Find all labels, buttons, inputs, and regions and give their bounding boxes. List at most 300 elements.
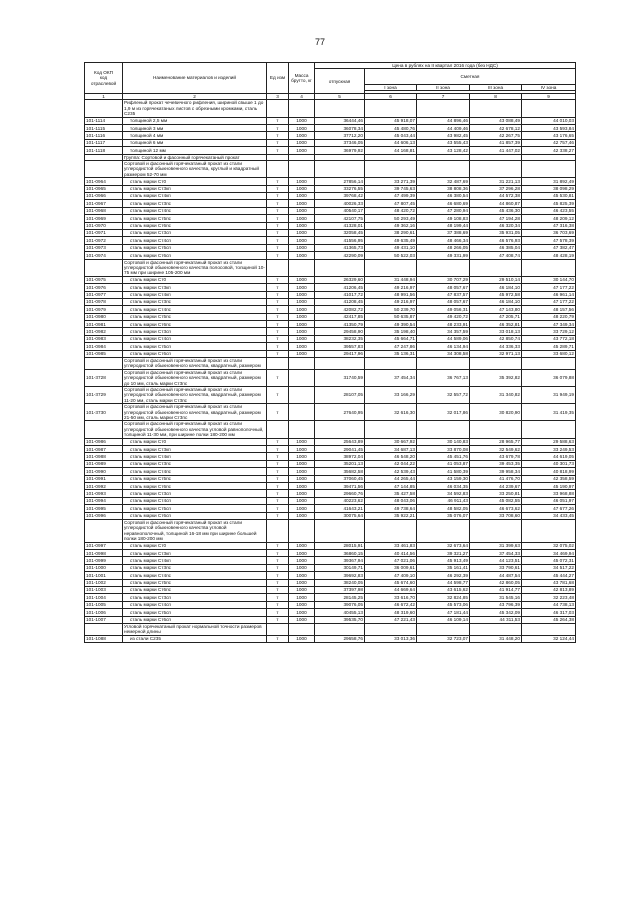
table-row xyxy=(85,125,576,132)
row-code: 101-0966 xyxy=(85,192,123,199)
row-zone-2: 46 380,54 xyxy=(417,192,470,199)
row-zone-2: 49 420,72 xyxy=(417,313,470,320)
row-zone-3: 39 958,34 xyxy=(470,468,522,475)
column-number: 4 xyxy=(289,94,315,100)
table-row xyxy=(85,298,576,305)
row-zone-1: 47 021,06 xyxy=(365,557,417,564)
row-unit: т xyxy=(267,222,289,229)
row-zone-4: 46 051,97 xyxy=(522,497,576,504)
row-zone-4: 31 892,49 xyxy=(522,178,576,185)
row-mass: 1000 xyxy=(289,594,315,601)
row-unit: т xyxy=(267,276,289,283)
row-zone-2: 32 017,86 xyxy=(417,404,470,421)
row-code: 101-0991 xyxy=(85,475,123,482)
row-zone-4: 43 593,84 xyxy=(522,125,576,132)
row-zone-1: 35 136,31 xyxy=(365,350,417,357)
column-number: 3 xyxy=(267,94,289,100)
header-zone-2: II зона xyxy=(417,84,470,90)
row-release-price: 35682,58 xyxy=(315,468,365,475)
row-name: сталь марки Ст0 xyxy=(123,438,267,445)
row-name: сталь марки Ст3сп xyxy=(123,328,267,335)
table-row xyxy=(85,350,576,357)
row-unit: т xyxy=(267,579,289,586)
row-zone-3: 44 860,87 xyxy=(470,200,522,207)
row-zone-3: 47 194,28 xyxy=(470,215,522,222)
row-release-price: 42082,72 xyxy=(315,306,365,313)
row-name: сталь марки Ст0 xyxy=(123,276,267,283)
row-zone-3: 37 296,28 xyxy=(470,185,522,192)
row-zone-4: 33 249,53 xyxy=(522,446,576,453)
row-code: 101-0978 xyxy=(85,298,123,305)
row-name: сталь марки Ст6пс xyxy=(123,321,267,328)
section-title-row xyxy=(85,421,576,438)
table-row xyxy=(85,490,576,497)
table-row xyxy=(85,635,576,642)
column-number: 8 xyxy=(470,94,522,100)
row-code: 101-1007 xyxy=(85,616,123,623)
table-row xyxy=(85,557,576,564)
section-title: Сортовой и фасонный горячекатаный прокат из стали углеродистой обыкновенного качества полосовой, толщиной 10-75 мм при ширине 105-200 мм xyxy=(124,259,265,276)
row-zone-1: 33 013,36 xyxy=(365,635,417,642)
section-empty-cell xyxy=(470,520,522,543)
table-row xyxy=(85,579,576,586)
table-row xyxy=(85,497,576,504)
row-zone-2: 45 451,76 xyxy=(417,453,470,460)
row-zone-4: 36 079,88 xyxy=(522,369,576,386)
header-code: Код ОКП xyxy=(93,69,114,75)
row-mass: 1000 xyxy=(289,438,315,445)
row-zone-1: 32 616,30 xyxy=(365,404,417,421)
section-title: Рифленый прокат чечевичного рифления, шириной свыше 1 до 1,9 м из горячекатаных листов с обрезными кромками, сталь С235 xyxy=(123,100,267,117)
row-release-price: 41017,72 xyxy=(315,291,365,298)
row-zone-1: 44 265,44 xyxy=(365,475,417,482)
row-zone-3: 39 453,35 xyxy=(470,460,522,467)
row-code: 101-0992 xyxy=(85,483,123,490)
row-zone-3: 42 678,12 xyxy=(470,125,522,132)
row-name: сталь марки Ст6сп xyxy=(123,252,267,259)
row-mass: 1000 xyxy=(289,229,315,236)
row-release-price: 32058,45 xyxy=(315,229,365,236)
row-zone-3: 31 340,82 xyxy=(470,387,522,404)
row-zone-4: 38 098,29 xyxy=(522,185,576,192)
row-mass: 1000 xyxy=(289,586,315,593)
row-zone-4: 42 338,27 xyxy=(522,147,576,154)
row-name: сталь марки Ст0 xyxy=(123,542,267,549)
row-mass: 1000 xyxy=(289,192,315,199)
row-zone-3: 31 545,16 xyxy=(470,594,522,601)
row-zone-1: 40 414,56 xyxy=(365,550,417,557)
row-name: сталь марки Ст3кп xyxy=(123,446,267,453)
row-zone-1: 47 144,85 xyxy=(365,483,417,490)
table-row xyxy=(85,284,576,291)
row-code: 101-1088 xyxy=(85,635,123,642)
row-release-price: 41206,45 xyxy=(315,284,365,291)
row-zone-2: 32 487,69 xyxy=(417,178,470,185)
table-row xyxy=(85,542,576,549)
row-zone-2: 43 982,45 xyxy=(417,132,470,139)
row-mass: 1000 xyxy=(289,298,315,305)
row-name: сталь марки Ст4сп xyxy=(123,237,267,244)
row-unit: т xyxy=(267,550,289,557)
row-mass: 1000 xyxy=(289,313,315,320)
row-zone-1: 45 043,44 xyxy=(365,132,417,139)
row-unit: т xyxy=(267,475,289,482)
table-row xyxy=(85,369,576,386)
row-code: 101-0975 xyxy=(85,276,123,283)
row-zone-2: 34 357,59 xyxy=(417,328,470,335)
row-zone-3: 44 311,53 xyxy=(470,616,522,623)
table-row xyxy=(85,252,576,259)
row-zone-1: 44 669,64 xyxy=(365,586,417,593)
row-unit: т xyxy=(267,252,289,259)
section-empty-cell xyxy=(315,421,365,438)
table-row xyxy=(85,139,576,146)
row-zone-1: 42 044,22 xyxy=(365,460,417,467)
row-mass: 1000 xyxy=(289,244,315,251)
row-zone-2: 32 824,85 xyxy=(417,594,470,601)
row-mass: 1000 xyxy=(289,306,315,313)
row-code: 101-0968 xyxy=(85,207,123,214)
row-zone-1: 44 606,13 xyxy=(365,139,417,146)
row-name: сталь марки Ст3пс xyxy=(123,200,267,207)
row-code: 101-0983 xyxy=(85,335,123,342)
row-release-price: 37712,20 xyxy=(315,132,365,139)
row-code: 101-1118 xyxy=(85,147,123,154)
row-zone-1: 48 420,72 xyxy=(365,207,417,214)
row-zone-4: 42 757,46 xyxy=(522,139,576,146)
table-row xyxy=(85,586,576,593)
row-release-price: 39076,05 xyxy=(315,601,365,608)
section-empty-cell xyxy=(267,259,289,276)
row-mass: 1000 xyxy=(289,139,315,146)
row-zone-3: 46 673,62 xyxy=(470,505,522,512)
row-code: 101-0999 xyxy=(85,557,123,564)
section-title-row xyxy=(85,520,576,543)
row-name: сталь марки Ст5сп xyxy=(123,505,267,512)
table-row xyxy=(85,291,576,298)
row-zone-1: 49 738,64 xyxy=(365,505,417,512)
row-mass: 1000 xyxy=(289,321,315,328)
section-empty-cell xyxy=(267,358,289,370)
row-zone-3: 30 820,90 xyxy=(470,404,522,421)
table-row xyxy=(85,215,576,222)
table-row xyxy=(85,468,576,475)
table-row xyxy=(85,276,576,283)
row-zone-4: 44 738,13 xyxy=(522,601,576,608)
row-zone-2: 36 767,13 xyxy=(417,369,470,386)
table-row xyxy=(85,178,576,185)
row-release-price: 26329,60 xyxy=(315,276,365,283)
row-name: толщиной 4 мм xyxy=(123,132,267,139)
row-release-price: 39471,56 xyxy=(315,483,365,490)
section-title-row xyxy=(85,160,576,177)
row-code: 101-1115 xyxy=(85,125,123,132)
section-empty-cell xyxy=(315,259,365,276)
row-zone-4: 29 588,63 xyxy=(522,438,576,445)
row-zone-3: 44 239,67 xyxy=(470,483,522,490)
row-zone-3: 33 250,81 xyxy=(470,490,522,497)
row-name: сталь марки Ст3пс xyxy=(123,460,267,467)
row-zone-1: 50 522,03 xyxy=(365,252,417,259)
row-mass: 1000 xyxy=(289,572,315,579)
row-name: сталь марки Ст6пс xyxy=(123,222,267,229)
row-unit: т xyxy=(267,200,289,207)
row-zone-2: 46 109,14 xyxy=(417,616,470,623)
row-unit: т xyxy=(267,284,289,291)
column-number: 6 xyxy=(365,94,417,100)
row-zone-3: 31 448,20 xyxy=(470,635,522,642)
row-zone-2: 44 598,77 xyxy=(417,579,470,586)
row-zone-4: 31 949,19 xyxy=(522,387,576,404)
row-zone-2: 43 128,42 xyxy=(417,147,470,154)
row-code: 101-0967 xyxy=(85,200,123,207)
row-zone-2: 48 233,91 xyxy=(417,321,470,328)
row-code: 101-0985 xyxy=(85,350,123,357)
row-zone-4: 34 433,45 xyxy=(522,512,576,519)
row-name: сталь марки Ст3кп xyxy=(123,284,267,291)
row-zone-2: 34 592,83 xyxy=(417,490,470,497)
section-empty-cell xyxy=(267,520,289,543)
table-row xyxy=(85,564,576,571)
row-zone-1: 50 293,49 xyxy=(365,215,417,222)
row-zone-2: 49 331,99 xyxy=(417,252,470,259)
row-name: из стали С235 xyxy=(123,635,267,642)
row-unit: т xyxy=(267,328,289,335)
row-name: сталь марки Ст4кп xyxy=(123,453,267,460)
row-zone-1: 48 043,06 xyxy=(365,497,417,504)
row-unit: т xyxy=(267,298,289,305)
row-code: 101-0987 xyxy=(85,446,123,453)
row-zone-4: 42 358,59 xyxy=(522,475,576,482)
row-zone-1: 47 409,10 xyxy=(365,572,417,579)
row-zone-4: 47 177,22 xyxy=(522,298,576,305)
row-zone-2: 35 076,07 xyxy=(417,512,470,519)
section-title: Сортовой и фасонный горячекатаный прокат из стали углеродистой обыкновенного качества, круглый и квадратный размером 52-70 мм xyxy=(123,160,267,177)
row-release-price: 27640,95 xyxy=(315,404,365,421)
header-price-title: Цена в рублях на II квартал 2016 года (без НДС) xyxy=(315,63,576,69)
row-name: сталь марки Ст6сп xyxy=(123,512,267,519)
row-unit: т xyxy=(267,497,289,504)
row-zone-2: 46 292,39 xyxy=(417,572,470,579)
row-zone-3: 46 320,34 xyxy=(470,222,522,229)
row-code: 101-1005 xyxy=(85,601,123,608)
row-unit: т xyxy=(267,387,289,404)
row-zone-2: 43 555,43 xyxy=(417,139,470,146)
row-name: сталь марки Ст6пс xyxy=(123,586,267,593)
row-code: 101-0995 xyxy=(85,505,123,512)
row-zone-4: 43 772,18 xyxy=(522,335,576,342)
row-unit: т xyxy=(267,343,289,350)
section-title: Сортовой и фасонный горячекатаный прокат из стали углеродистой обыкновенного качества угловой неравнополочный, толщиной 16-18 мм при ширине большей полки 180-200 мм xyxy=(123,520,267,543)
row-mass: 1000 xyxy=(289,505,315,512)
row-mass: 1000 xyxy=(289,468,315,475)
row-zone-3: 41 914,77 xyxy=(470,586,522,593)
section-empty-cell xyxy=(315,358,365,370)
row-unit: т xyxy=(267,468,289,475)
row-release-price: 41350,79 xyxy=(315,321,365,328)
row-release-price: 29417,96 xyxy=(315,350,365,357)
row-unit: т xyxy=(267,453,289,460)
table-row xyxy=(85,132,576,139)
row-unit: т xyxy=(267,335,289,342)
row-zone-2: 47 280,94 xyxy=(417,207,470,214)
row-release-price: 30075,64 xyxy=(315,512,365,519)
section-title-row xyxy=(85,100,576,117)
row-code: 101-0993 xyxy=(85,490,123,497)
row-release-price: 42107,75 xyxy=(315,215,365,222)
row-unit: т xyxy=(267,313,289,320)
row-zone-4: 43 176,65 xyxy=(522,132,576,139)
table-row xyxy=(85,512,576,519)
row-zone-4: 48 220,79 xyxy=(522,313,576,320)
row-mass: 1000 xyxy=(289,616,315,623)
row-zone-1: 49 216,97 xyxy=(365,298,417,305)
section-empty-cell xyxy=(522,520,576,543)
row-code: 101-1006 xyxy=(85,609,123,616)
section-empty-cell xyxy=(315,623,365,635)
row-code: 101-0981 xyxy=(85,321,123,328)
row-zone-4: 48 428,19 xyxy=(522,252,576,259)
row-code: 101-0998 xyxy=(85,550,123,557)
table-row xyxy=(85,328,576,335)
row-zone-4: 46 423,55 xyxy=(522,207,576,214)
row-zone-4: 34 469,94 xyxy=(522,550,576,557)
row-release-price: 40223,62 xyxy=(315,497,365,504)
table-row xyxy=(85,616,576,623)
row-mass: 1000 xyxy=(289,609,315,616)
header-mass: Масса брутто, кг xyxy=(289,63,315,94)
row-mass: 1000 xyxy=(289,512,315,519)
row-zone-4: 47 316,38 xyxy=(522,222,576,229)
section-empty-cell xyxy=(470,421,522,438)
row-name: сталь марки Ст4сп xyxy=(123,497,267,504)
table-row xyxy=(85,222,576,229)
row-code: 101-0980 xyxy=(85,313,123,320)
row-unit: т xyxy=(267,192,289,199)
section-empty-cell xyxy=(267,421,289,438)
row-mass: 1000 xyxy=(289,328,315,335)
row-zone-1: 47 221,43 xyxy=(365,616,417,623)
column-number: 1 xyxy=(85,94,123,100)
section-empty-cell xyxy=(315,520,365,543)
row-zone-4: 33 968,88 xyxy=(522,490,576,497)
section-empty-cell xyxy=(267,160,289,177)
row-code: 101-0979 xyxy=(85,306,123,313)
row-zone-3: 43 796,39 xyxy=(470,601,522,608)
row-name: сталь марки Ст3сп xyxy=(123,229,267,236)
row-unit: т xyxy=(267,616,289,623)
row-mass: 1000 xyxy=(289,178,315,185)
row-mass xyxy=(289,369,315,386)
row-zone-1: 30 667,92 xyxy=(365,438,417,445)
header-unit: Ед изм xyxy=(267,63,289,94)
table-row xyxy=(85,335,576,342)
row-zone-1: 33 271,39 xyxy=(365,178,417,185)
row-mass: 1000 xyxy=(289,475,315,482)
row-unit: т xyxy=(267,147,289,154)
row-zone-3: 32 549,62 xyxy=(470,446,522,453)
row-release-price: 36860,15 xyxy=(315,550,365,557)
row-zone-4: 48 157,56 xyxy=(522,306,576,313)
section-empty-cell xyxy=(522,358,576,370)
row-code: 101-0982 xyxy=(85,328,123,335)
row-zone-1: 49 390,54 xyxy=(365,321,417,328)
row-mass: 1000 xyxy=(289,222,315,229)
row-unit: т xyxy=(267,404,289,421)
row-zone-4: 47 382,47 xyxy=(522,244,576,251)
row-name: сталь марки Ст5сп xyxy=(123,343,267,350)
row-release-price: 41556,95 xyxy=(315,237,365,244)
row-zone-2: 37 388,69 xyxy=(417,229,470,236)
row-mass: 1000 xyxy=(289,446,315,453)
row-unit: т xyxy=(267,132,289,139)
page-number: 77 xyxy=(314,37,325,47)
column-number: 5 xyxy=(315,94,365,100)
row-name: сталь марки Ст5пс xyxy=(123,475,267,482)
row-zone-3: 47 205,71 xyxy=(470,313,522,320)
row-mass xyxy=(289,387,315,404)
row-name: сталь марки Ст3сп xyxy=(123,490,267,497)
section-empty-cell xyxy=(365,358,417,370)
table-row xyxy=(85,343,576,350)
row-zone-4: 32 223,48 xyxy=(522,594,576,601)
row-unit: т xyxy=(267,306,289,313)
section-empty-cell xyxy=(417,623,470,635)
table-row xyxy=(85,446,576,453)
row-unit: т xyxy=(267,237,289,244)
row-mass: 1000 xyxy=(289,490,315,497)
row-zone-2: 47 837,57 xyxy=(417,291,470,298)
row-name: сталь марки Ст5пс xyxy=(123,215,267,222)
row-release-price: 42417,85 xyxy=(315,313,365,320)
section-code-empty xyxy=(85,259,123,276)
row-zone-1: 35 427,58 xyxy=(365,490,417,497)
row-release-price: 39367,94 xyxy=(315,557,365,564)
table-row xyxy=(85,117,576,124)
row-mass: 1000 xyxy=(289,343,315,350)
row-unit: т xyxy=(267,446,289,453)
section-empty-cell xyxy=(417,358,470,370)
row-release-price: 37346,05 xyxy=(315,139,365,146)
table-row xyxy=(85,594,576,601)
row-code: 101-0990 xyxy=(85,468,123,475)
row-zone-3: 43 679,78 xyxy=(470,453,522,460)
row-zone-1: 50 239,70 xyxy=(365,306,417,313)
row-name: сталь марки Ст4кп xyxy=(123,291,267,298)
row-name: сталь марки Ст4кп xyxy=(123,557,267,564)
row-mass: 1000 xyxy=(289,207,315,214)
row-code: 101-0994 xyxy=(85,497,123,504)
row-unit: т xyxy=(267,572,289,579)
row-zone-1: 50 635,87 xyxy=(365,313,417,320)
row-release-price: 39535,70 xyxy=(315,616,365,623)
row-zone-2: 41 580,39 xyxy=(417,468,470,475)
row-name: толщиной 3 мм xyxy=(123,125,267,132)
section-empty-cell xyxy=(470,160,522,177)
row-zone-4: 32 075,02 xyxy=(522,542,576,549)
row-zone-2: 49 108,83 xyxy=(417,215,470,222)
row-unit: т xyxy=(267,594,289,601)
row-name: сталь марки Ст3кп xyxy=(123,185,267,192)
section-empty-cell xyxy=(470,100,522,117)
section-empty-cell xyxy=(365,520,417,543)
row-zone-4: 45 825,39 xyxy=(522,200,576,207)
section-empty-cell xyxy=(289,520,315,543)
row-zone-2: 48 199,44 xyxy=(417,222,470,229)
row-mass: 1000 xyxy=(289,635,315,642)
table-row xyxy=(85,609,576,616)
row-zone-4: 45 072,31 xyxy=(522,557,576,564)
